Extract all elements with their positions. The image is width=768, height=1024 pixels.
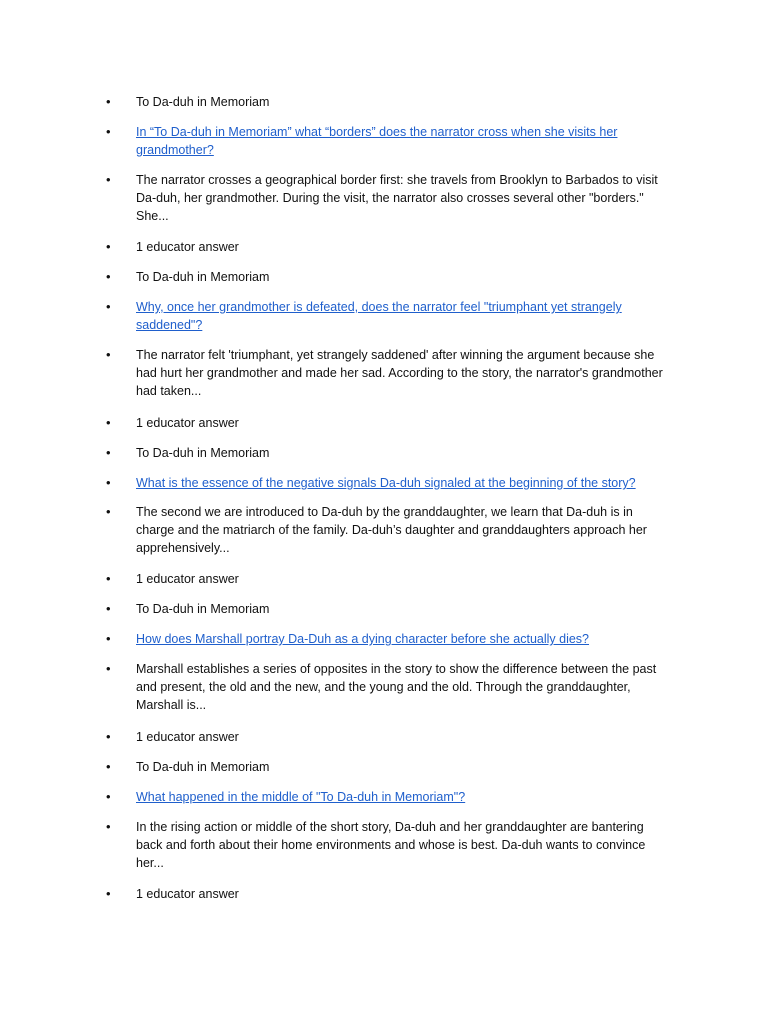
bullet-icon: • — [106, 729, 111, 744]
list-item-topic — [106, 93, 666, 111]
list-item-topic — [106, 600, 666, 618]
list-item-answer — [106, 503, 666, 557]
list-item-answer — [106, 171, 666, 225]
bullet-icon: • — [106, 475, 111, 490]
question-link[interactable]: How does Marshall portray Da-Duh as a dying character before she actually dies? — [136, 632, 590, 646]
bullet-icon: • — [106, 172, 111, 187]
question-link[interactable]: What is the essence of the negative signals Da-duh signaled at the beginning of the story? — [136, 476, 636, 490]
bullet-icon: • — [106, 415, 111, 430]
educator-answer-count: 1 educator answer — [136, 887, 239, 901]
bullet-icon: • — [106, 631, 111, 646]
bullet-icon: • — [106, 299, 111, 314]
bullet-icon: • — [106, 269, 111, 284]
answer-excerpt: The second we are introduced to Da-duh by the granddaughter, we learn that Da-duh is in charge and the matriarch of the family. Da-duh’s daughter and granddaughters approach her apprehensively... — [136, 505, 647, 555]
bullet-icon: • — [106, 347, 111, 362]
bullet-icon: • — [106, 819, 111, 834]
educator-answer-count: 1 educator answer — [136, 240, 239, 254]
bullet-icon: • — [106, 94, 111, 109]
answer-excerpt: The narrator felt 'triumphant, yet strangely saddened' after winning the argument because she had hurt her grandmother and made her sad. According to the story, the narrator's grandmother had taken... — [136, 348, 663, 398]
list-item-question — [106, 474, 666, 492]
list-item-topic — [106, 268, 666, 286]
educator-answer-count: 1 educator answer — [136, 416, 239, 430]
list-item-topic — [106, 758, 666, 776]
list-item-question — [106, 298, 666, 334]
educator-answer-count: 1 educator answer — [136, 730, 239, 744]
topic-label: To Da-duh in Memoriam — [136, 760, 270, 774]
topic-label: To Da-duh in Memoriam — [136, 95, 270, 109]
list-item-answer — [106, 818, 666, 872]
question-link[interactable]: Why, once her grandmother is defeated, does the narrator feel "triumphant yet strangely saddened"? — [136, 300, 622, 332]
bullet-icon: • — [106, 886, 111, 901]
list-item-answer — [106, 346, 666, 400]
list-item-count — [106, 238, 666, 256]
list-item-count — [106, 570, 666, 588]
list-item-question — [106, 630, 666, 648]
bullet-icon: • — [106, 789, 111, 804]
bullet-icon: • — [106, 571, 111, 586]
list-item-count — [106, 885, 666, 903]
answer-excerpt: Marshall establishes a series of opposites in the story to show the difference between the past and present, the old and the new, and the young and the old. Through the granddaughter, Marshall is... — [136, 662, 657, 712]
bullet-icon: • — [106, 445, 111, 460]
bullet-icon: • — [106, 124, 111, 139]
answer-excerpt: In the rising action or middle of the short story, Da-duh and her granddaughter are bantering back and forth about their home environments and whose is best. Da-duh wants to convince her... — [136, 820, 646, 870]
list-item-count — [106, 414, 666, 432]
bullet-icon: • — [106, 661, 111, 676]
bullet-icon: • — [106, 759, 111, 774]
list-item-count — [106, 728, 666, 746]
bullet-icon: • — [106, 239, 111, 254]
topic-label: To Da-duh in Memoriam — [136, 270, 270, 284]
list-item-question — [106, 123, 666, 159]
list-item-answer — [106, 660, 666, 714]
educator-answer-count: 1 educator answer — [136, 572, 239, 586]
question-link[interactable]: What happened in the middle of "To Da-duh in Memoriam"? — [136, 790, 466, 804]
list-item-question — [106, 788, 666, 806]
bullet-icon: • — [106, 601, 111, 616]
answer-excerpt: The narrator crosses a geographical border first: she travels from Brooklyn to Barbados to visit Da-duh, her grandmother. During the visit, the narrator also crosses several other "borders." She... — [136, 173, 658, 223]
bullet-icon: • — [106, 504, 111, 519]
topic-label: To Da-duh in Memoriam — [136, 602, 270, 616]
question-link[interactable]: In “To Da-duh in Memoriam” what “borders” does the narrator cross when she visits her grandmother? — [136, 125, 618, 157]
list-item-topic — [106, 444, 666, 462]
topic-label: To Da-duh in Memoriam — [136, 446, 270, 460]
